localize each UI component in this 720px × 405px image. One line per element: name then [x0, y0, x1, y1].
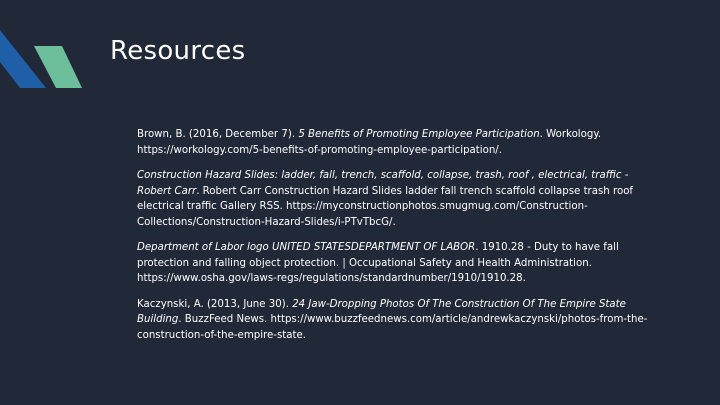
green-stripe — [34, 46, 82, 88]
reference-author: Kaczynski, A. (2013, June 30). — [137, 298, 289, 310]
reference-list — [137, 127, 657, 353]
reference-title: 24 Jaw-Dropping Photos Of The Construction Of The Empire State Building — [137, 298, 626, 325]
reference-author: Brown, B. (2016, December 7). — [137, 129, 296, 140]
corner-decoration — [0, 0, 100, 100]
reference-title: Department of Labor logo UNITED STATESDEPARTMENT OF LABOR — [137, 242, 476, 253]
reference-source: . BuzzFeed News. https://www.buzzfeednews.com/article/andrewkaczynski/photos-from-the-construction-of-the-empire-state. — [137, 314, 648, 341]
reference-item — [137, 297, 657, 344]
reference-source: . 1910.28 - Duty to have fall protection and falling object protection. | Occupational Safety and Health Administration. https://www.osha.gov/laws-regs/regulations/standardnumber/1910/1910.28. — [137, 242, 619, 284]
reference-source: . Workology. https://workology.com/5-benefits-of-promoting-employee-participation/. — [137, 129, 602, 156]
reference-title: Construction Hazard Slides: ladder, fall, trench, scaffold, collapse, trash, roof , electrical, traffic - Robert Carr — [137, 170, 629, 197]
slide-title: Resources — [110, 36, 246, 66]
reference-item — [137, 168, 657, 230]
reference-source: . Robert Carr Construction Hazard Slides ladder fall trench scaffold collapse trash roof electrical traffic Gallery RSS. https://myconstructionphotos.smugmug.com/Construction-Collections/Construction-Hazard-Slides/i-PTvTbcG/. — [137, 185, 634, 228]
reference-item — [137, 240, 657, 287]
blue-stripe — [0, 30, 46, 88]
reference-title: 5 Benefits of Promoting Employee Participation — [298, 129, 540, 140]
reference-item — [137, 127, 657, 158]
